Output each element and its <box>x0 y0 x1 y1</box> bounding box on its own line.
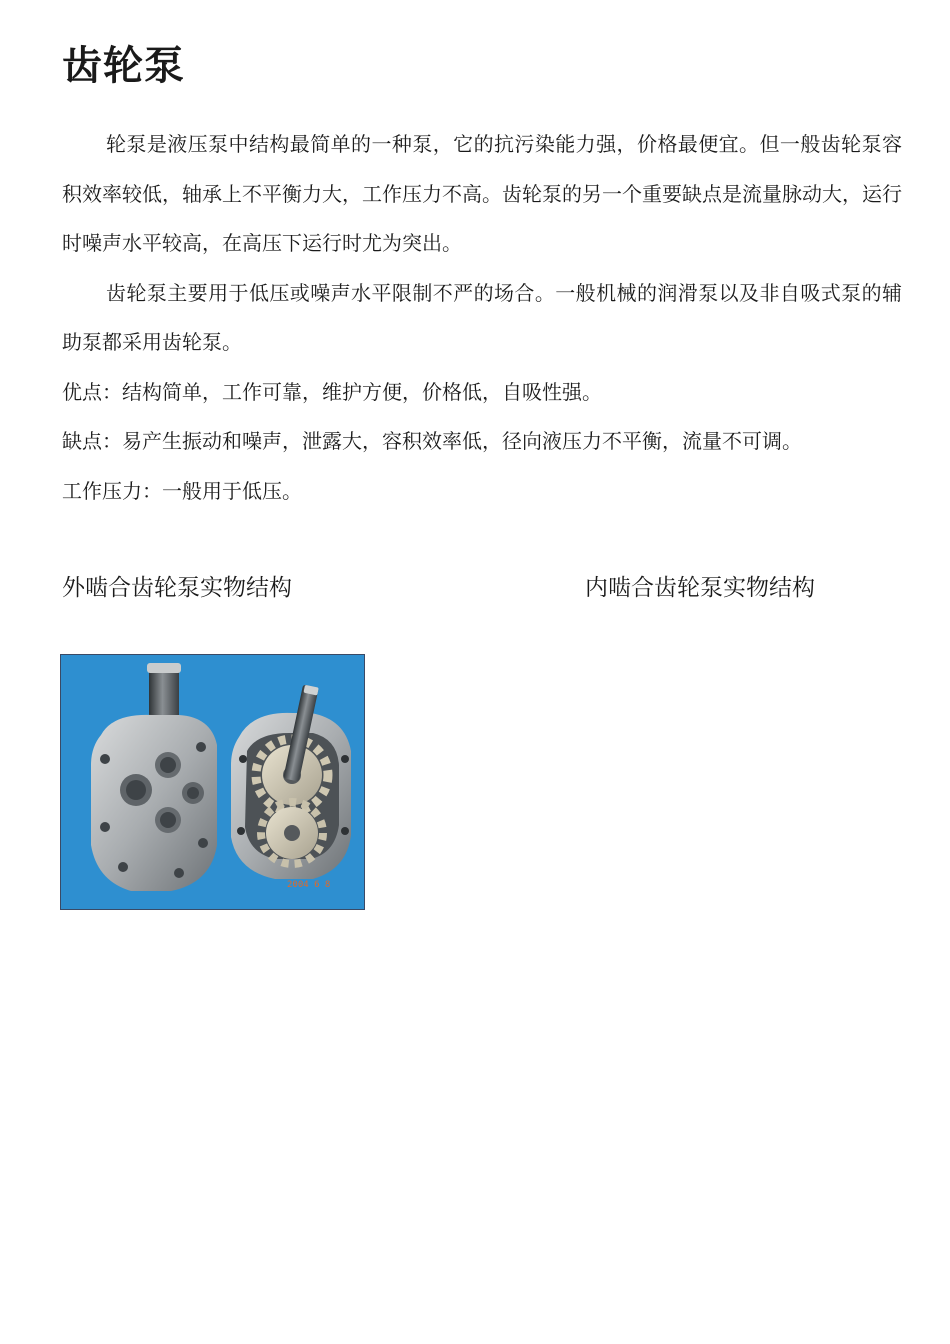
caption-internal-gear-pump: 内啮合齿轮泵实物结构 <box>585 575 815 601</box>
photo-date-stamp: 2004 6 8 <box>287 880 331 890</box>
external-gear-pump-photo <box>60 654 365 910</box>
disadvantages-line: 缺点：易产生振动和噪声，泄露大，容积效率低，径向液压力不平衡，流量不可调。 <box>62 429 802 453</box>
caption-external-gear-pump: 外啮合齿轮泵实物结构 <box>62 575 292 601</box>
advantages-line: 优点：结构简单，工作可靠，维护方便，价格低，自吸性强。 <box>62 379 602 404</box>
paragraph-intro: 轮泵是液压泵中结构最简单的一种泵，它的抗污染能力强，价格最便宜。但一般齿轮泵容积效率较低，轴承上不平衡力大，工作压力不高。齿轮泵的另一个重要缺点是流量脉动大，运行时噪声水平较高，在高压下运行时尤为突出。 <box>62 132 902 255</box>
body-text <box>62 120 902 516</box>
paragraph-usage: 齿轮泵主要用于低压或噪声水平限制不严的场合。一般机械的润滑泵以及非自吸式泵的辅助泵都采用齿轮泵。 <box>62 280 902 354</box>
gear-pump-photo-illustration <box>61 655 364 909</box>
working-pressure-line: 工作压力：一般用于低压。 <box>62 478 302 503</box>
page-title: 齿轮泵 <box>62 43 185 89</box>
